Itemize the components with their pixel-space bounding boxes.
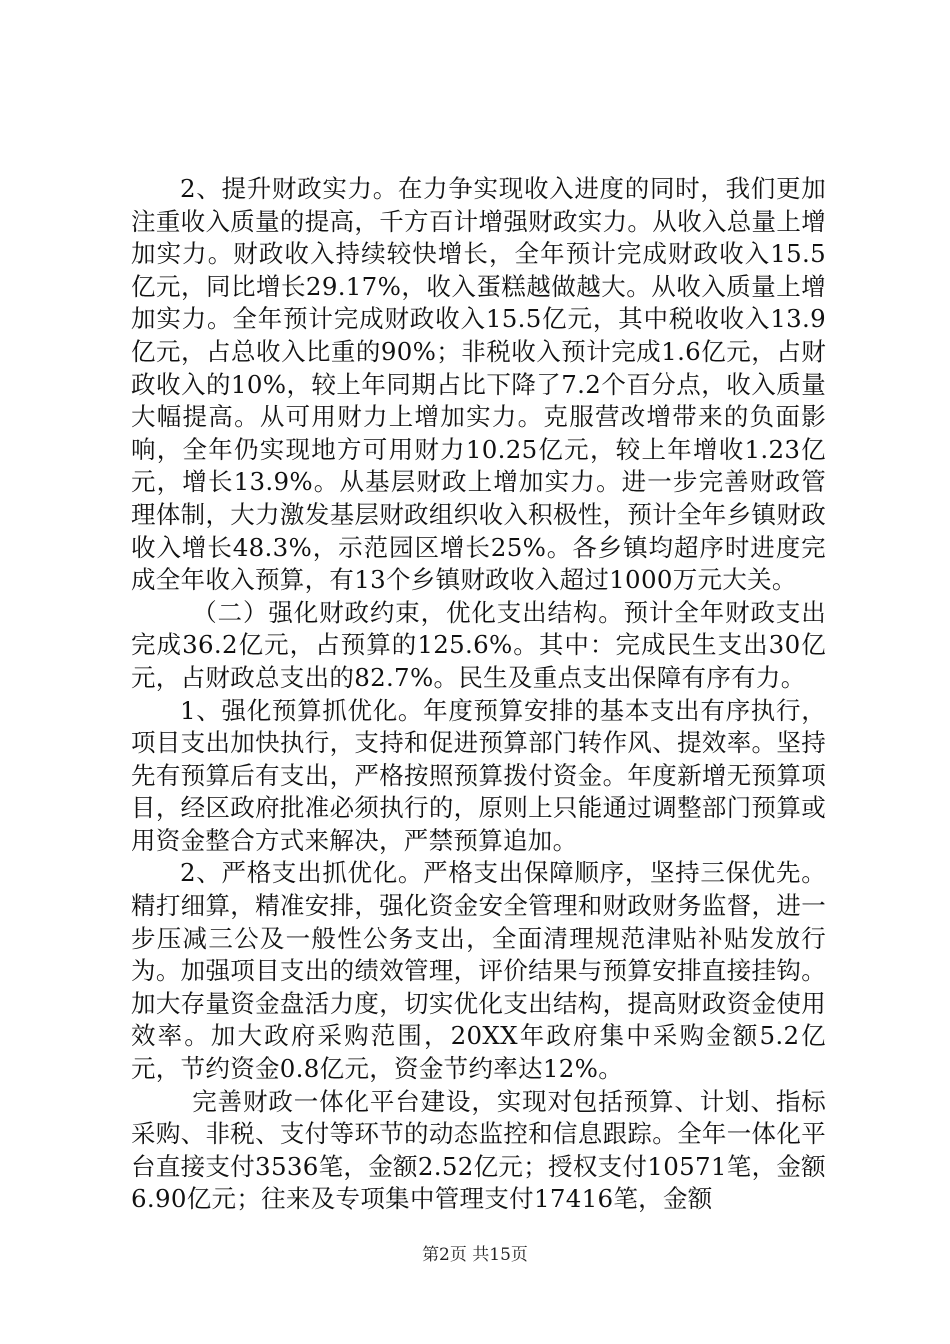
paragraph-revenue-strength: 2、提升财政实力。在力争实现收入进度的同时，我们更加注重收入质量的提高，千方百计增强财政实力。从收入总量上增加实力。财政收入持续较快增长，全年预计完成财政收入15.5亿元，同比增长29.17%，收入蛋糕越做越大。从收入质量上增加实力。全年预计完成财政收入15.5亿元，其中税收收入13.9亿元，占总收入比重的90%；非税收入预计完成1.6亿元，占财政收入的10%，较上年同期占比下降了7.2个百分点，收入质量大幅提高。从可用财力上增加实力。克服营改增带来的负面影响，全年仍实现地方可用财力10.25亿元，较上年增收1.23亿元，增长13.9%。从基层财政上增加实力。进一步完善财政管理体制，大力激发基层财政组织收入积极性，预计全年乡镇财政收入增长48.3%，示范园区增长25%。各乡镇均超序时进度完成全年收入预算，有13个乡镇财政收入超过1000万元大关。 bbox=[131, 174, 826, 595]
paragraph-budget-optimization: 1、强化预算抓优化。年度预算安排的基本支出有序执行，项目支出加快执行，支持和促进预算部门转作风、提效率。坚持先有预算后有支出，严格按照预算拨付资金。年度新增无预算项目，经区政府批准必须执行的，原则上只能通过调整部门预算或用资金整合方式来解决，严禁预算追加。 bbox=[131, 695, 826, 855]
paragraph-spending-optimization: 2、严格支出抓优化。严格支出保障顺序，坚持三保优先。精打细算，精准安排，强化资金安全管理和财政财务监督，进一步压减三公及一般性公务支出，全面清理规范津贴补贴发放行为。加强项目支出的绩效管理，评价结果与预算安排直接挂钩。加大存量资金盘活力度，切实优化支出结构，提高财政资金使用效率。加大政府采购范围，20XX年政府集中采购金额5.2亿元，节约资金0.8亿元，资金节约率达12%。 bbox=[131, 858, 826, 1084]
document-body bbox=[131, 173, 826, 1216]
page-footer: 第2页 共15页 bbox=[422, 1245, 528, 1265]
paragraph-expenditure-structure: （二）强化财政约束，优化支出结构。预计全年财政支出完成36.2亿元，占预算的125.6%。其中：完成民生支出30亿元，占财政总支出的82.7%。民生及重点支出保障有序有力。 bbox=[131, 597, 826, 692]
paragraph-platform-construction: 完善财政一体化平台建设，实现对包括预算、计划、指标采购、非税、支付等环节的动态监控和信息跟踪。全年一体化平台直接支付3536笔，金额2.52亿元；授权支付10571笔，金额6.90亿元；往来及专项集中管理支付17416笔，金额 bbox=[131, 1086, 826, 1214]
